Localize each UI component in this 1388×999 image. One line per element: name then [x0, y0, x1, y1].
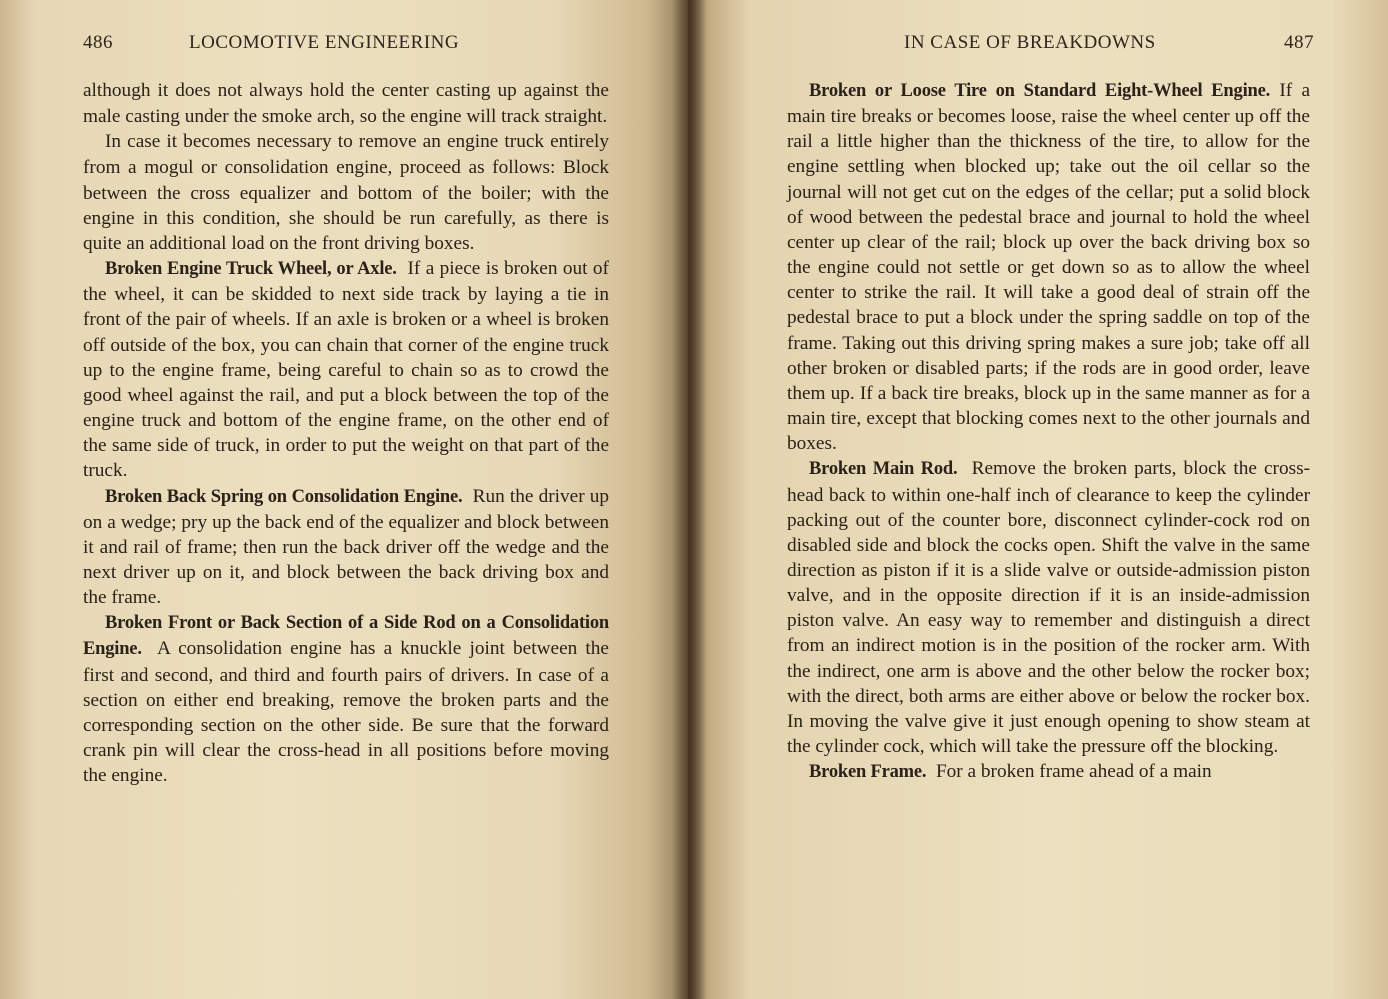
book-gutter: [672, 0, 706, 999]
right-body-text: [787, 78, 1310, 785]
right-page-number: 487: [1284, 32, 1314, 53]
paragraph-text: In case it becomes necessary to remove an engine truck entirely from a mogul or consolidation engine, proceed as follows: Block between the cross equalizer and bottom of the boiler; with the engine in this condition, she should be run carefully, as there is quite an additional load on the front driving boxes.: [83, 131, 609, 254]
paragraph: [787, 759, 1310, 785]
section-heading: Broken Frame.: [809, 762, 927, 783]
paragraph: [83, 256, 609, 483]
paragraph: [787, 78, 1310, 456]
section-heading: Broken Back Spring on Consolidation Engine.: [105, 486, 463, 507]
paragraph: [83, 610, 609, 788]
paragraph-text: Remove the broken parts, block the cross-head back to within one-half inch of clearance to keep the cylinder packing out of the counter bore, disconnect cylinder-cock rod on disabled side and block the cocks open. Shift the valve in the same direction as piston if it is a slide valve or outside-admission piston valve, and in the opposite direction if it is an inside-admission piston valve. An easy way to remember and distinguish a direct from an indirect motion is in the position of the rocker arm. With the indirect, one arm is above and the other below the rocker box; with the direct, both arms are either above or below the rocker box. In moving the valve give it just enough opening to show steam at the cylinder cock, which will take the pressure off the blocking.: [787, 458, 1311, 758]
paragraph-text: For a broken frame ahead of a main: [935, 761, 1212, 783]
paragraph-text: although it does not always hold the center casting up against the male casting under the smoke arch, so the engine will track straight.: [83, 80, 609, 128]
paragraph: [83, 484, 609, 611]
paragraph: [83, 129, 609, 256]
right-running-head: IN CASE OF BREAKDOWNS: [904, 32, 1156, 53]
left-page-number: 486: [83, 32, 113, 53]
paragraph-text: Run the driver up on a wedge; pry up the back end of the equalizer and block between it and rail of frame; then run the back driver off the wedge and the next driver up on it, and block between the back driving box and the frame.: [83, 485, 610, 609]
paragraph-text: A consolidation engine has a knuckle joint between the first and second, and third and fourth pairs of drivers. In case of a section on either end breaking, remove the broken parts and the corresponding section on the other side. Be sure that the forward crank pin will clear the cross-head in all positions before moving the engine.: [83, 638, 609, 787]
section-heading: Broken or Loose Tire on Standard Eight-Wheel Engine.: [809, 81, 1271, 101]
left-running-head: LOCOMOTIVE ENGINEERING: [189, 32, 460, 53]
section-heading: Broken Front or Back Section of a Side Rod on a Consolidation Engine.: [83, 613, 609, 660]
section-heading: Broken Main Rod.: [809, 459, 958, 480]
left-page: [0, 0, 688, 999]
paragraph: [787, 456, 1310, 759]
right-page: [688, 0, 1388, 999]
paragraph: [83, 78, 609, 129]
section-heading: Broken Engine Truck Wheel, or Axle.: [105, 259, 397, 280]
left-body-text: [83, 78, 609, 788]
paragraph-text: If a piece is broken out of the wheel, it can be skidded to next side track by laying a tie in front of the pair of wheels. If an axle is broken or a wheel is broken off outside of the box, you can chain that corner of the engine truck up to the engine frame, being careful to chain so as to crowd the good wheel against the rail, and put a block between the top of the engine truck and bottom of the engine frame, on the other end of the same side of truck, in order to put the weight on that part of the truck.: [83, 258, 609, 482]
paragraph-text: If a main tire breaks or becomes loose, raise the wheel center up off the rail a little higher than the thickness of the tire, to allow for the engine settling when blocked up; take out the oil cellar so the journal will not get cut on the edges of the cellar; put a solid block of wood between the pedestal brace and journal to hold the wheel center up clear of the rail; block up over the back driving box so the engine could not settle or get down so as to allow the wheel center to strike the rail. It will take a good deal of strain off the pedestal brace to put a block under the spring saddle on top of the frame. Taking out this driving spring makes a sure job; take off all other broken or disabled parts; if the rods are in good order, leave them up. If a back tire breaks, block up in the same manner as for a main tire, except that blocking comes next to the other journals and boxes.: [787, 80, 1310, 455]
